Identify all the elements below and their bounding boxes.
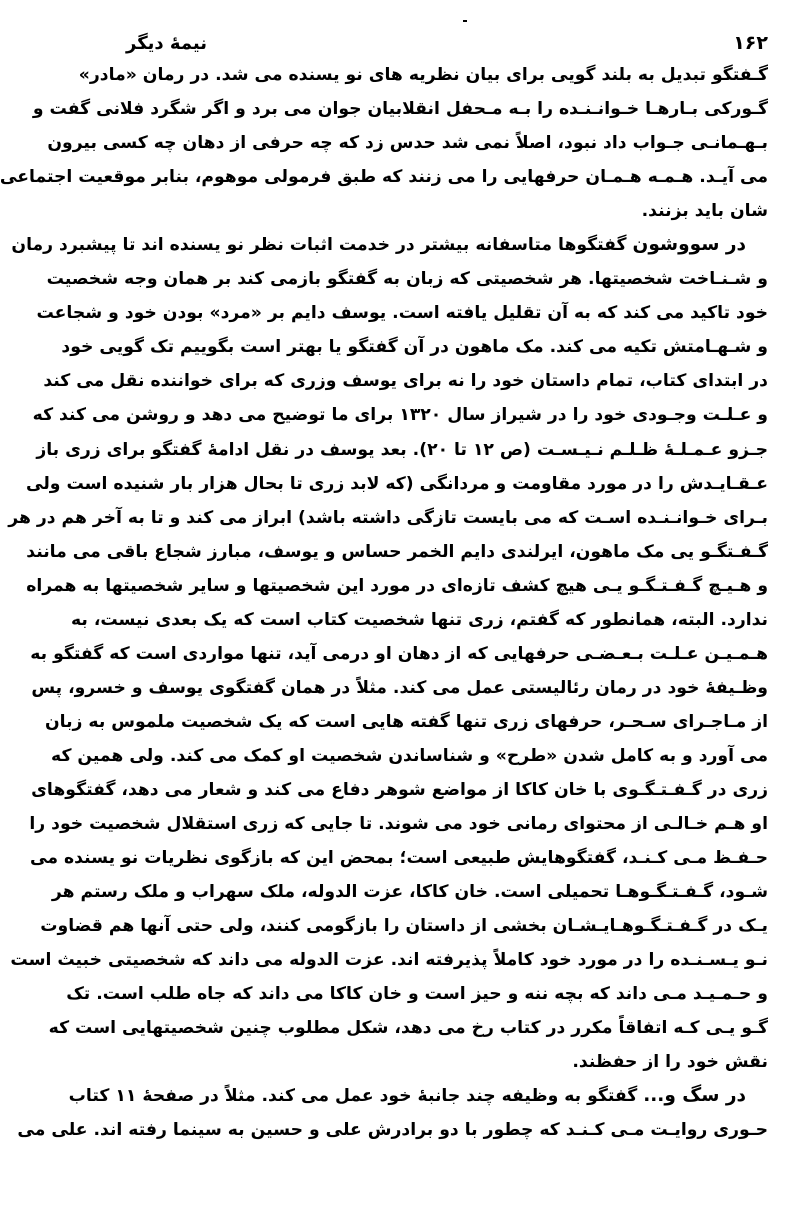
text-line: در ابتدای کتاب، تمام داستان خود را نه برای یوسف وزری که برای خواننده نقل می کند bbox=[43, 371, 768, 392]
text-line: گـفتگو تبدیل به بلند گویی برای بیان نظریه های نو یسنده می شد. در رمان «مادر» bbox=[78, 65, 768, 85]
text-line: و شـنـاخت شخصیتها. هر شخصیتی که زبان به گفتگو بازمی کند بر همان وجه شخصیت bbox=[46, 269, 768, 290]
text-line: گـفـتگـو یی مک ماهون، ایرلندی دایم الخمر حساس و یوسف، مبارز شجاع باقی می مانند bbox=[26, 541, 768, 562]
text-line: می آورد و به کامل شدن «طرح» و شناساندن شخصیت او کمک می کند. ولی همین که bbox=[51, 745, 768, 766]
body-text bbox=[0, 58, 768, 1148]
text-line: گـورکی بـارهـا خـوانـنـده را بـه مـحفل انقلابیان جوان می برد و اگر شگرد فلانی گفت و bbox=[32, 99, 768, 120]
text-line: بـهـمانـی جـواب داد نبود، اصلاً نمی شد حدس زد که چه حرفی از دهان چه کسی بیرون bbox=[47, 133, 768, 154]
text-line: ندارد. البته، همانطور که گفتم، زری تنها شخصیت کتاب است که یک بعدی نیست، به bbox=[70, 609, 768, 630]
text-line: حـوری روایـت مـی کـنـد که چطور با دو برادرش علی و حسین به سینما رفته اند. علی می bbox=[17, 1120, 768, 1141]
text-line: و حـمـیـد مـی داند که بچه ننه و حیز است و خان کاکا می داند که جاه طلب است. تک bbox=[66, 984, 768, 1005]
text-line: از مـاجـرای سـحـر، حرفهای زری تنها گفته هایی است که یک شخصیت ملموس به زبان bbox=[44, 711, 768, 732]
text-fragment: گفتگوها متاسفانه بیشتر در خدمت اثبات نظر نو یسنده اند تا پیشبرد رمان bbox=[11, 235, 633, 256]
text-line: او هـم خـالـی از محتوای رمانی خود می شوند. تا جایی که زری استقلال شخصیت خود را bbox=[29, 814, 768, 835]
text-line: جـزو عـمـلـهٔ ظـلـم نـیـسـت (ص ۱۲ تا ۲۰). بعد یوسف در نقل ادامهٔ گفتگو برای زری باز bbox=[36, 439, 768, 460]
book-title-soovashoon: در سووشون bbox=[632, 234, 746, 256]
text-line: نـو یـسـنـده را در مورد خود کاملاً پذیرفته اند. عزت الدوله می داند که شخصیتی خبیث است bbox=[10, 950, 768, 971]
paragraph-start-line bbox=[68, 1079, 768, 1113]
running-header bbox=[126, 28, 768, 58]
text-line: یـک در گـفـتـگـوهـایـشـان بخشی از داستان را بازگومی کنند، ولی حتی آنها هم قضاوت bbox=[40, 916, 768, 937]
text-line: وظـیفهٔ خود در رمان رئالیستی عمل می کند. مثلاً در همان گفتگوی یوسف و خسرو، پس bbox=[31, 677, 768, 698]
text-line: زری در گـفـتـگـوی با خان کاکا از مواضع شوهر دفاع می کند و شعار می دهد، گفتگوهای bbox=[31, 779, 768, 800]
text-line: شان باید بزنند. bbox=[641, 201, 768, 222]
text-line: شـود، گـفـتـگـوهـا تحمیلی است. خان کاکا، عزت الدوله، ملک سهراب و ملک رستم هر bbox=[51, 882, 768, 903]
text-line: گـو یـی کـه اتفاقاً مکرر در کتاب رخ می دهد، شکل مطلوب چنین شخصیتهایی است که bbox=[48, 1018, 768, 1039]
running-title: نیمهٔ دیگر bbox=[126, 32, 208, 54]
scan-mark bbox=[463, 20, 467, 22]
book-title-sag-va: در سگ و... bbox=[643, 1085, 746, 1107]
text-line: نقش خود را از حفظند. bbox=[572, 1052, 768, 1073]
text-line: هـمـیـن عـلـت بـعـضـی حرفهایی که از دهان او درمی آید، تنها مواردی است که گفتگو به bbox=[30, 643, 768, 664]
text-line: عـقـایـدش را در مورد مقاومت و مردانگی (که لابد زری تا بحال هزار بار شنیده است ولی bbox=[25, 473, 768, 494]
text-line: بـرای خـوانـنـده اسـت که می بایست تازگی داشته باشد) ابراز می کند و تا به آخر هم در هر bbox=[8, 507, 768, 528]
text-line: خود تاکید می کند که به آن تقلیل یافته است. یوسف دایم بر «مرد» بودن خود و شجاعت bbox=[36, 303, 768, 324]
text-fragment: گفتگو به وظیفه چند جانبهٔ خود عمل می کند. مثلاً در صفحهٔ ۱۱ کتاب bbox=[68, 1086, 644, 1107]
text-line: و عـلـت وجـودی خود را در شیراز سال ۱۳۲۰ برای ما توضیح می دهد و روشن می کند که bbox=[32, 405, 768, 426]
page-number: ۱۶۲ bbox=[733, 32, 768, 54]
text-line: می آیـد. هـمـه هـمـان حرفهایی را می زنند که طبق فرمولی موهوم، بنابر موقعیت اجتماعی bbox=[0, 167, 768, 188]
text-line: و هـیـچ گـفـتـگـو یـی هیچ کشف تازه‌ای در مورد این شخصیتها و سایر شخصیتها به همراه bbox=[26, 575, 768, 596]
text-line: و شـهـامتش تکیه می کند. مک ماهون در آن گفتگو یا بهتر است بگوییم تک گویی خود bbox=[61, 337, 768, 358]
paragraph-start-line bbox=[11, 228, 768, 262]
text-line: حـفـظ مـی کـنـد، گفتگوهایش طبیعی است؛ بمحض این که بازگوی نظریات نو یسنده می bbox=[30, 848, 768, 869]
